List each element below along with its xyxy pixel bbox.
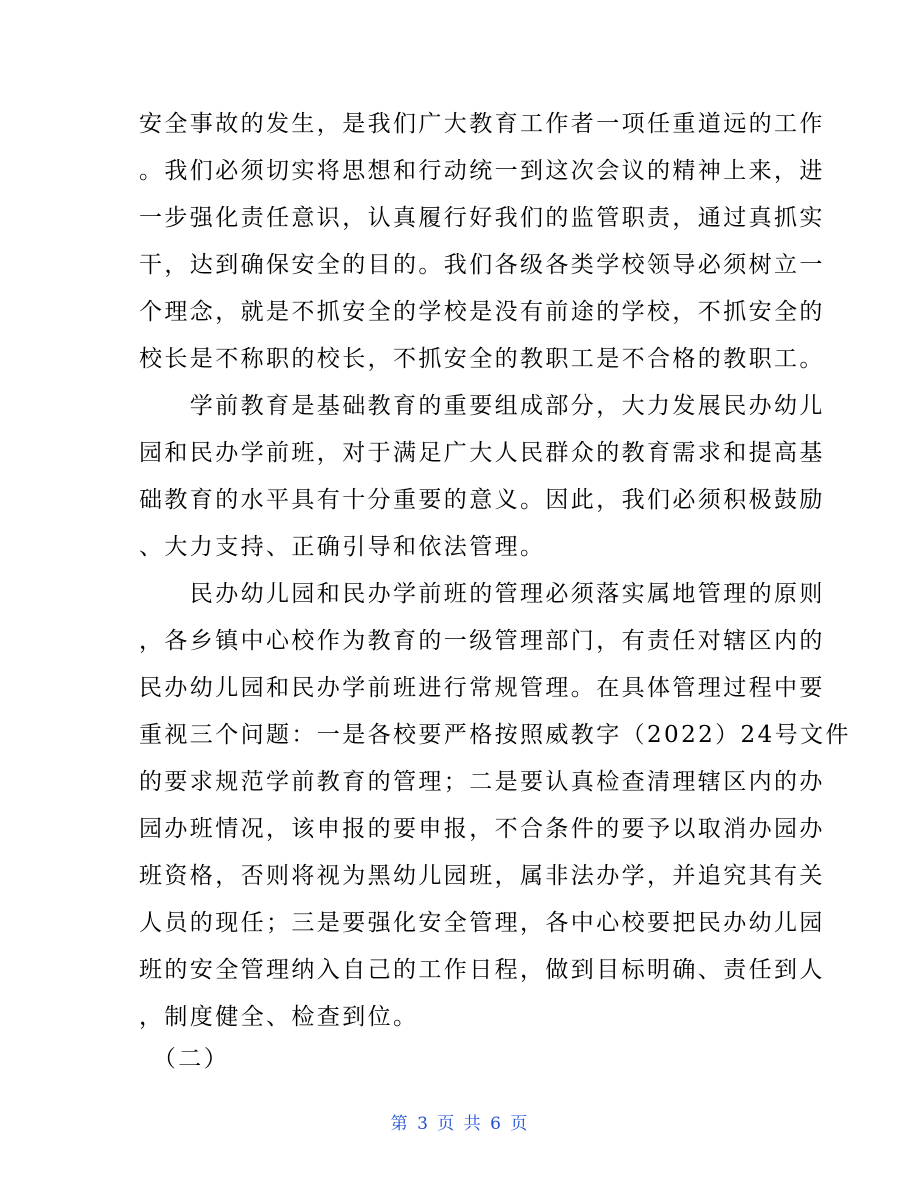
text-line: 民办幼儿园和民办学前班进行常规管理。在具体管理过程中要: [139, 675, 825, 701]
text-line: 民办幼儿园和民办学前班的管理必须落实属地管理的原则: [139, 581, 825, 607]
text-line: 的要求规范学前教育的管理；二是要认真检查清理辖区内的办: [139, 769, 825, 795]
section-heading: （二）: [139, 1046, 230, 1072]
text-line: 一步强化责任意识，认真履行好我们的监管职责，通过真抓实: [139, 205, 825, 231]
text-line: 干，达到确保安全的目的。我们各级各类学校领导必须树立一: [139, 252, 825, 278]
text-line: 、大力支持、正确引导和依法管理。: [139, 534, 546, 560]
page-number-footer: 第 3 页 共 6 页: [390, 1114, 530, 1134]
text-line: 班的安全管理纳入自己的工作日程，做到目标明确、责任到人: [139, 957, 825, 983]
text-line: 础教育的水平具有十分重要的意义。因此，我们必须积极鼓励: [139, 487, 825, 513]
text-line: 班资格，否则将视为黑幼儿园班，属非法办学，并追究其有关: [139, 863, 825, 889]
text-line: 校长是不称职的校长，不抓安全的教职工是不合格的教职工。: [139, 346, 825, 372]
text-line: 学前教育是基础教育的重要组成部分，大力发展民办幼儿: [139, 393, 825, 419]
text-line: 重视三个问题：一是各校要严格按照威教字（2022）24号文件: [139, 722, 851, 748]
text-line: ，各乡镇中心校作为教育的一级管理部门，有责任对辖区内的: [139, 628, 825, 654]
text-line: 。我们必须切实将思想和行动统一到这次会议的精神上来，进: [139, 158, 825, 184]
text-line: 安全事故的发生，是我们广大教育工作者一项任重道远的工作: [139, 111, 825, 137]
text-line: 园办班情况，该申报的要申报，不合条件的要予以取消办园办: [139, 816, 825, 842]
text-line: ，制度健全、检查到位。: [139, 1004, 419, 1030]
text-line: 人员的现任；三是要强化安全管理，各中心校要把民办幼儿园: [139, 910, 825, 936]
text-line: 个理念，就是不抓安全的学校是没有前途的学校，不抓安全的: [139, 299, 825, 325]
text-line: 园和民办学前班，对于满足广大人民群众的教育需求和提高基: [139, 440, 825, 466]
